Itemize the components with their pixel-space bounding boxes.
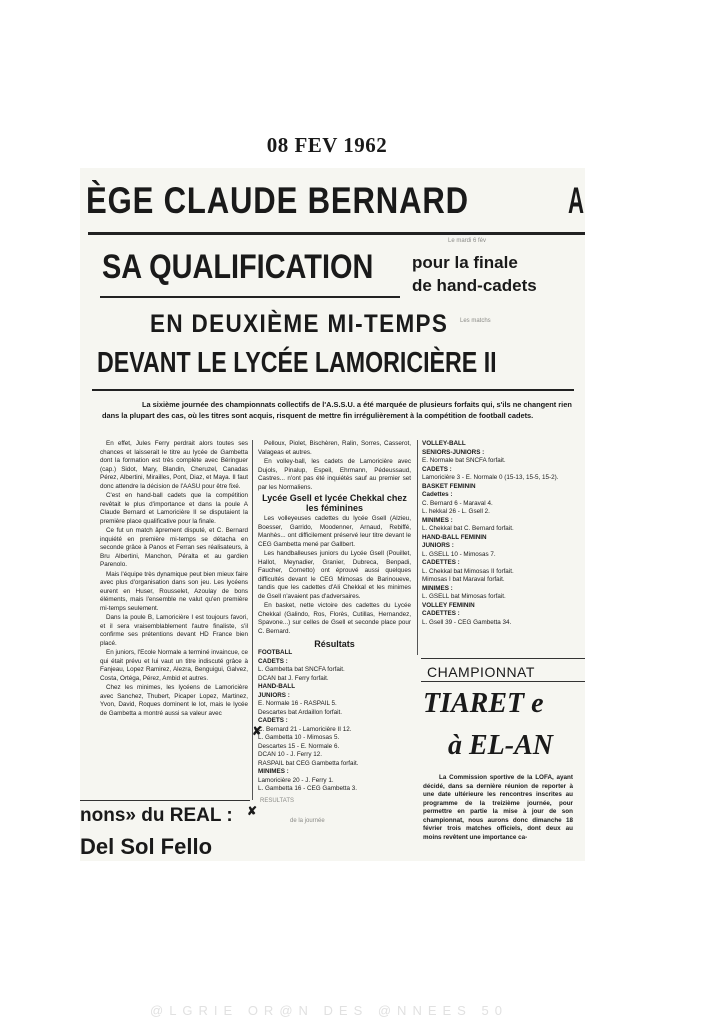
col3-line: CADETS : [422, 465, 452, 473]
results-line: L. Gambetta bat SNCFA forfait. [258, 666, 345, 673]
side-headline-1: pour la finale [412, 253, 518, 272]
col1-paragraph: En juniors, l'Ecole Normale a terminé invaincue, ce qui était prévu et lui vaut un titre indiscuté grâce à Fanjeau, Lopez Ramirez, Alezra, Benguigui, Galvez, Costa, Ortéga, Pérez, Ambid et autres. [100, 649, 248, 682]
championnat-banner: CHAMPIONNAT [421, 658, 585, 682]
results-line: HAND-BALL [258, 683, 296, 690]
results-line: FOOTBALL [258, 649, 293, 656]
results-line: L. Gambetta 10 - Mimosas 5. [258, 734, 340, 741]
col2-subheading: Lycée Gsell et lycée Chekkal chez les féminines [262, 493, 407, 513]
sidebar-paragraph: La Commission sportive de la LOFA, ayant décidé, dans sa dernière réunion de reporter à une date ultérieure les rencontres inscrites au programme de la treizième journée, pour permettre en partie la mise à jour de son championnat, nous aurons donc dimanche 18 février trois matches officiels, dont deux au moins revêtent une importance ca- [423, 774, 573, 841]
col3-line: VOLLEY FEMININ [422, 601, 475, 609]
real-headline: nons» du REAL : [80, 800, 250, 827]
ghost-text: de la journée [290, 818, 325, 824]
col3-line: L. Chekkal bat C. Bernard forfait. [422, 525, 514, 532]
results-line: C. Bernard 21 - Lamoricière II 12. [258, 725, 352, 733]
col3-line: L. hekkal 26 - L. Gsell 2. [422, 508, 490, 515]
col3-line: HAND-BALL FEMININ [422, 533, 487, 541]
results-line: L. Gambetta 16 - CEG Gambetta 3. [258, 785, 358, 792]
sol-headline: Del Sol Fello [80, 834, 213, 859]
subheadline-2: DEVANT LE LYCÉE LAMORICIÈRE II [97, 347, 497, 379]
col2-paragraph: Les handballeuses juniors du Lycée Gsell (Pouillet, Hallot, Meynadier, Granier, Dubreca, Benpadi, Faucher, Cornetto) ont éprouvé aussi quelques difficultés devant le CEG Mimosas de Barinoueve, tandis que les cadettes d'Ali Chekkal et les minimes de Gsell n'avaient pas d'adversaires. [258, 550, 411, 600]
col2-paragraph: En volley-ball, les cadets de Lamoricière avec Dujols, Pinalup, Espeil, Ehrmann, Pédeussaud, Castres... n'ont pas été inquiétés sauf au premier set par les Normaliens. [258, 458, 411, 491]
col3-line: L. Chekkal bat Mimosas II forfait. [422, 567, 514, 575]
headline-top: ÈGE CLAUDE BERNARD [86, 180, 469, 221]
col2-paragraph: En basket, nette victoire des cadettes du Lycée Chekkal (Galindo, Ros, Florès, Cutillas, Hernandez, Spavone...) sur celles de Gsell et seconde place pour C. Bernard. [258, 602, 411, 635]
col3-line: CADETTES : [422, 559, 460, 566]
sidebar-body [423, 774, 573, 843]
headline-rule [88, 232, 585, 235]
ghost-text: RESULTATS [260, 798, 295, 804]
col1-paragraph: Chez les minimes, les lycéens de Lamoricière avec Sanchez, Thubert, Picaper Lopez, Martinez, Yvon, David, Roques dominent le lot, mais le lycée de Gambetta a montré aussi sa valeur avec [100, 684, 248, 717]
col3-line: VOLLEY-BALL [422, 440, 466, 447]
col2-paragraph: Les volleyeuses cadettes du lycée Gsell (Alzieu, Boesser, Garrido, Moodenner, Arnaud, Rebiffé, Manhès... ont difficilement préservé leur titre devant le CEG Gambetta mené par Gallbert. [258, 515, 411, 548]
handwritten-x-mark: ✘ [252, 724, 263, 738]
col1-paragraph: En effet, Jules Ferry perdrait alors toutes ses chances et laisserait le titre au lycée de Gambetta dont la formation est très complète avec Béringuer (cap.) Sidot, Mary, Blandin, Cheruzel, Canadas Pérez, Albertini, Mirailles, Pont, Diaz, et Maya. Il faut donc attendre la décision de l'AASU pour être fixé. [100, 440, 248, 490]
results-title: Résultats [314, 639, 355, 649]
lead-paragraph: La sixième journée des championnats collectifs de l'A.S.S.U. a été marquée de plusieurs forfaits qui, s'ils ne changent rien dans la plupart des cas, où les titres sont acquis, risquent de mettre fin irrégulièrement à la compétition de football cadets. [102, 400, 572, 420]
results-line: DCAN bat J. Ferry forfait. [258, 674, 329, 682]
headline-fragment: A [568, 180, 585, 221]
column-divider [252, 440, 253, 800]
date-heading: 08 FEV 1962 [266, 133, 388, 157]
col1-paragraph: Mais l'équipe très dynamique peut bien mieux faire avec plus d'organisation dans son jeu. Les lycéens eurent en Huser, Rousselet, Azoulay de bons éléments, mais l'ensemble ne valut qu'en première mi-temps seulement. [100, 570, 248, 612]
col3-line: L. GSELL bat Mimosas forfait. [422, 593, 506, 600]
col3-line: MINIMES : [422, 516, 453, 524]
col3-line: E. Normale bat SNCFA forfait. [422, 457, 506, 464]
results-line: CADETS : [258, 717, 288, 724]
column-3 [422, 440, 582, 627]
col3-line: Lamoricière 3 - E. Normale 0 (15-13, 15-5, 15-2). [422, 474, 559, 481]
newspaper-clipping [80, 168, 585, 861]
results-line: RASPAIL bat CEG Gambetta forfait. [258, 759, 359, 767]
col1-paragraph: Ce fut un match âprement disputé, et C. Bernard inquiété en première mi-temps se détacha en seconde grâce à Panos et Ferran ses réalisateurs, à Bru Albertini, Manchon, Péralta et au gardien Parenolo. [100, 527, 248, 568]
results-line: Descartes bat Ardaillon forfait. [258, 708, 342, 716]
col3-line: SENIORS-JUNIORS : [422, 448, 485, 456]
col1-paragraph: C'est en hand-ball cadets que la compétition revêtait le plus d'importance et dans la poule A Claude Bernard et Lamoricière II se disputaient la première place qualificative pour la finale. [100, 492, 248, 525]
results-line: Lamoricière 20 - J. Ferry 1. [258, 776, 334, 784]
results-line: MINIMES : [258, 768, 289, 775]
tiaret-headline: TIARET e [423, 688, 544, 719]
qualification-underline [100, 296, 400, 298]
col3-line: Cadettes : [422, 491, 453, 498]
qualification-title: SA QUALIFICATION [102, 248, 374, 286]
col3-line: L. Gsell 39 - CEG Gambetta 34. [422, 618, 512, 626]
column-2 [258, 440, 411, 794]
subheadline-rule [92, 389, 574, 391]
results-line: JUNIORS : [258, 691, 290, 699]
results-line: DCAN 10 - J. Ferry 12. [258, 751, 323, 758]
col3-line: CADETTES : [422, 610, 460, 617]
results-line: E. Normale 16 - RASPAIL 5. [258, 700, 337, 707]
handwritten-x-mark: ✘ [247, 804, 258, 818]
col3-line: BASKET FEMININ [422, 482, 476, 490]
col2-paragraph: Pelloux, Piolet, Bischèren, Ralin, Sorres, Casserot, Valageas et autres. [258, 440, 411, 456]
side-headline-2: de hand-cadets [412, 276, 537, 295]
el-an-headline: à EL-AN [448, 730, 553, 761]
archive-watermark: @LGRIE OR@N DES @NNEES 50 [150, 1003, 508, 1018]
col3-line: JUNIORS : [422, 542, 454, 549]
results-line: CADETS : [258, 657, 288, 665]
results-line: Descartes 15 - E. Normale 6. [258, 742, 340, 750]
col3-line: Mimosas I bat Maraval forfait. [422, 576, 505, 583]
col1-paragraph: Dans la poule B, Lamoricière I est toujours favori, et il sera vraisemblablement l'autre finaliste, s'il confirme ses prétentions devant HD France bien placé. [100, 614, 248, 647]
col3-line: MINIMES : [422, 584, 453, 592]
subheadline-1: EN DEUXIÈME MI-TEMPS [150, 310, 449, 338]
ghost-text: Le mardi 6 fév [448, 238, 487, 244]
col3-line: L. GSELL 10 - Mimosas 7. [422, 550, 496, 558]
column-divider [417, 440, 418, 655]
col3-line: C. Bernard 6 - Maraval 4. [422, 499, 493, 507]
column-1 [100, 440, 248, 719]
ghost-text: Les matchs [460, 318, 491, 324]
